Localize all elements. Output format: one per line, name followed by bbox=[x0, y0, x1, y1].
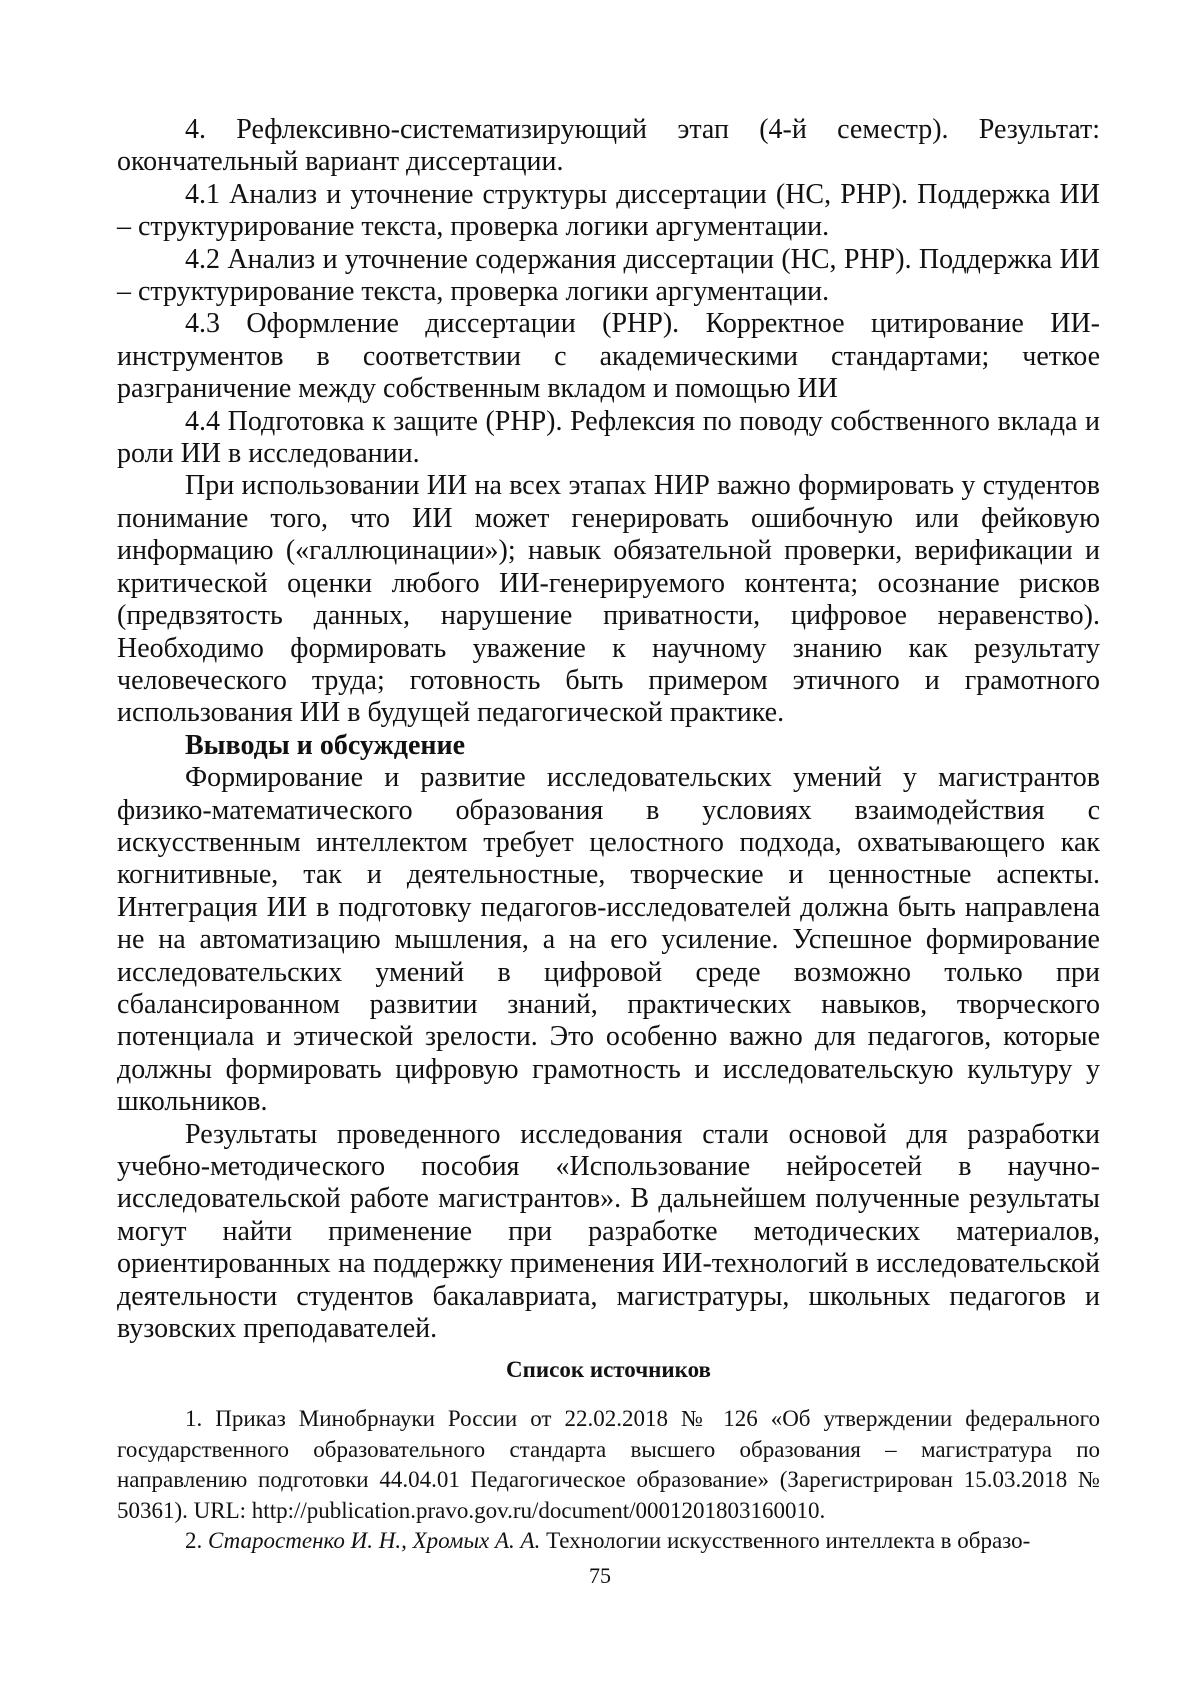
stage-4-2-paragraph: 4.2 Анализ и уточнение содержания диссертации (НС, РНР). Поддержка ИИ – структурирование текста, проверка логики аргументации. bbox=[117, 243, 1100, 308]
stage-4-3-paragraph: 4.3 Оформление диссертации (РНР). Корректное цитирование ИИ-инструментов в соответствии с академическими стандартами; четкое разграничение между собственным вкладом и помощью ИИ bbox=[117, 308, 1100, 405]
reference-2-authors: Старостенко И. Н., Хромых А. А. bbox=[208, 1528, 541, 1554]
ai-usage-paragraph: При использовании ИИ на всех этапах НИР важно формировать у студентов понимание того, что ИИ может генерировать ошибочную или фейковую информацию («галлюцинации»); навык обязательной проверки, верификации и критической оценки любого ИИ-генерируемого контента; осознание рисков (предвзятость данных, нарушение приватности, цифровое неравенство). Необходимо формировать уважение к научному знанию как результату человеческого труда; готовность быть примером этичного и грамотного использования ИИ в будущей педагогической практике. bbox=[117, 470, 1100, 729]
references-title: Список источников bbox=[506, 1357, 711, 1382]
conclusions-heading: Выводы и обсуждение bbox=[185, 729, 466, 761]
stage-4-4-paragraph: 4.4 Подготовка к защите (РНР). Рефлексия по поводу собственного вклада и роли ИИ в исследовании. bbox=[117, 405, 1100, 470]
main-text bbox=[117, 114, 1100, 1345]
stage-4-paragraph: 4. Рефлексивно-систематизирующий этап (4-й семестр). Результат: окончательный вариант диссертации. bbox=[117, 114, 1100, 178]
reference-2-text: Технологии искусственного интеллекта в образо- bbox=[540, 1528, 1031, 1554]
reference-item-1: 1. Приказ Минобрнауки России от 22.02.2018 № 126 «Об утверждении федерального государственного образовательного стандарта высшего образования – магистратура по направлению подготовки 44.04.01 Педагогическое образование» (Зарегистрирован 15.03.2018 № 50361). URL: http://publication.pravo.gov.ru/document/0001201803160010. bbox=[117, 1406, 1100, 1523]
conclusions-paragraph-1: Формирование и развитие исследовательских умений у магистрантов физико-математического образования в условиях взаимодействия с искусственным интеллектом требует целостного подхода, охватывающего как когнитивные, так и деятельностные, творческие и ценностные аспекты. Интеграция ИИ в подготовку педагогов-исследователей должна быть направлена не на автоматизацию мышления, а на его усиление. Успешное формирование исследовательских умений в цифровой среде возможно только при сбалансированном развитии знаний, практических навыков, творческого потенциала и этической зрелости. Это особенно важно для педагогов, которые должны формировать цифровую грамотность и исследовательскую культуру у школьников. bbox=[117, 762, 1100, 1118]
conclusions-paragraph-2: Результаты проведенного исследования стали основой для разработки учебно-методического пособия «Использование нейросетей в научно-исследовательской работе магистрантов». В дальнейшем полученные результаты могут найти применение при разработке методических материалов, ориентированных на поддержку применения ИИ-технологий в исследовательской деятельности студентов бакалавриата, магистратуры, школьных педагогов и вузовских преподавателей. bbox=[117, 1118, 1100, 1345]
page-number: 75 bbox=[589, 1563, 611, 1588]
stage-4-1-paragraph: 4.1 Анализ и уточнение структуры диссертации (НС, РНР). Поддержка ИИ – структурирование текста, проверка логики аргументации. bbox=[117, 178, 1100, 243]
references-list bbox=[117, 1404, 1100, 1557]
reference-2-number: 2. bbox=[185, 1528, 208, 1554]
reference-item-2 bbox=[117, 1526, 1100, 1557]
